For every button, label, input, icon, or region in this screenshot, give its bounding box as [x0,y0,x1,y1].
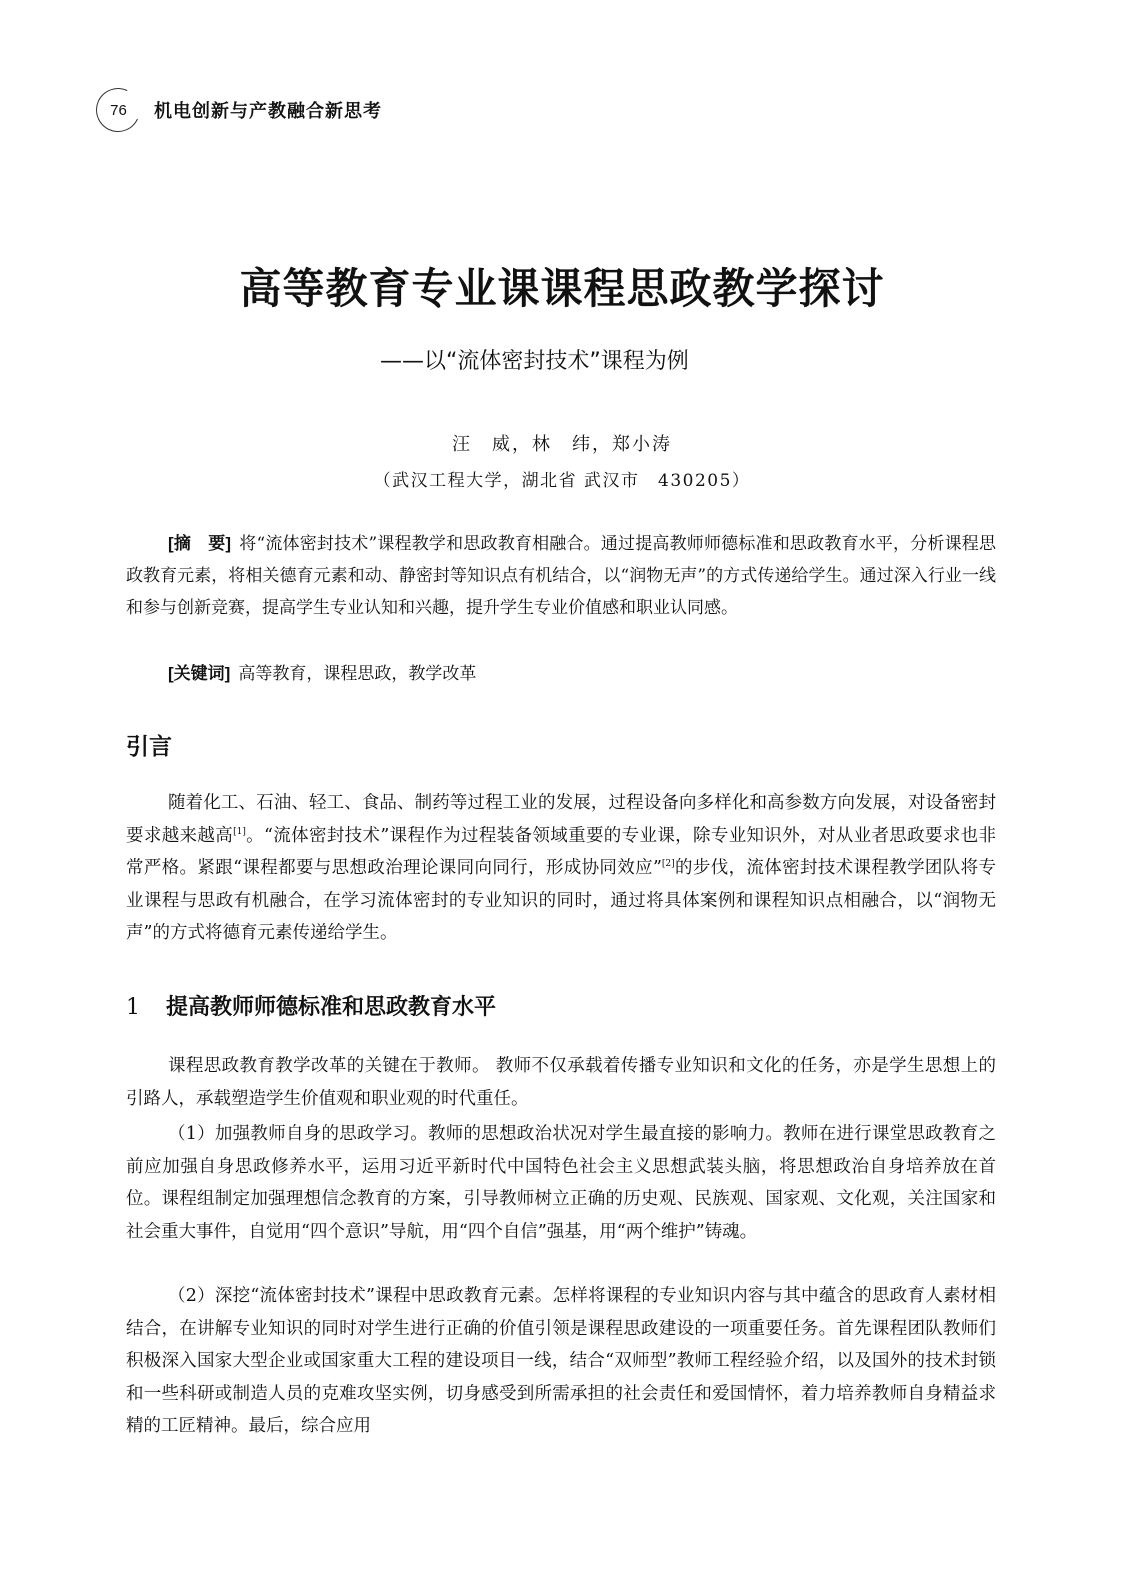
section-1-paragraph-2: （1）加强教师自身的思政学习。教师的思想政治状况对学生最直接的影响力。教师在进行课堂思政教育之前应加强自身思政修养水平，运用习近平新时代中国特色社会主义思想武装头脑，将思想政治自身培养放在首位。课程组制定加强理想信念教育的方案，引导教师树立正确的历史观、民族观、国家观、文化观，关注国家和社会重大事件，自觉用“四个意识”导航，用“四个自信”强基，用“两个维护”铸魂。 [126,1124,996,1242]
article-subtitle: ——以“流体密封技术”课程为例 [380,349,689,374]
intro-text-3: 的步伐，流体密封技术课程教学团队将专业课程与思政有机融合，在学习流体密封的专业知识的同时，通过将具体案例和课程知识点相融合，以“润物无声”的方式将德育元素传递给学生。 [126,858,996,943]
keywords-text: 高等教育，课程思政，教学改革 [238,664,477,684]
section-1-paragraph-3: （2）深挖“流体密封技术”课程中思政教育元素。怎样将课程的专业知识内容与其中蕴含的思政育人素材相结合，在讲解专业知识的同时对学生进行正确的价值引领是课程思政建设的一项重要任务。首先课程团队教师们积极深入国家大型企业或国家重大工程的建设项目一线，结合“双师型”教师工程经验介绍，以及国外的技术封锁和一些科研或制造人员的克难攻坚实例，切身感受到所需承担的社会责任和爱国情怀，着力培养教师自身精益求精的工匠精神。最后，综合应用 [126,1286,996,1436]
author-affiliation: （武汉工程大学，湖北省 武汉市 430205） [373,471,751,491]
intro-text-1: 随着化工、石油、轻工、食品、制药等过程工业的发展，过程设备向多样化和高参数方向发展，对设备密封要求越来越高 [126,793,996,846]
section-1-paragraph-1: 课程思政教育教学改革的关键在于教师。 教师不仅承载着传播专业知识和文化的任务，亦是学生思想上的引路人，承载塑造学生价值观和职业观的时代重任。 [126,1056,996,1109]
page-number-badge [90,82,146,138]
abstract-text: 将“流体密封技术”课程教学和思政教育相融合。通过提高教师师德标准和思政教育水平，分析课程思政教育元素，将相关德育元素和动、静密封等知识点有机结合，以“润物无声”的方式传递给学生。通过深入行业一线和参与创新竞赛，提高学生专业认知和兴趣，提升学生专业价值感和职业认同感。 [126,534,996,618]
page-number: 76 [109,101,127,119]
citation-1[interactable]: [1] [233,826,246,837]
keywords-label: [关键词] [168,664,231,683]
intro-heading: 引言 [126,734,172,760]
section-1-heading [126,990,496,1021]
citation-2[interactable]: [2] [661,859,675,870]
section-1-title: 提高教师师德标准和思政教育水平 [166,994,497,1020]
abstract-label: [摘 要] [168,534,232,553]
running-header [96,88,382,132]
section-1-number: 1 [126,995,140,1020]
keywords [168,658,998,690]
abstract [126,528,996,624]
running-title: 机电创新与产教融合新思考 [154,101,382,122]
intro-text-2: 。“流体密封技术”课程作为过程装备领域重要的专业课，除专业知识外，对从业者思政要求也非常严格。紧跟“课程都要与思想政治理论课同向同行，形成协同效应” [126,825,997,878]
author-list: 汪 威，林 纬，郑小涛 [452,434,672,455]
intro-paragraph [126,787,996,950]
article-title: 高等教育专业课课程思政教学探讨 [239,264,885,313]
